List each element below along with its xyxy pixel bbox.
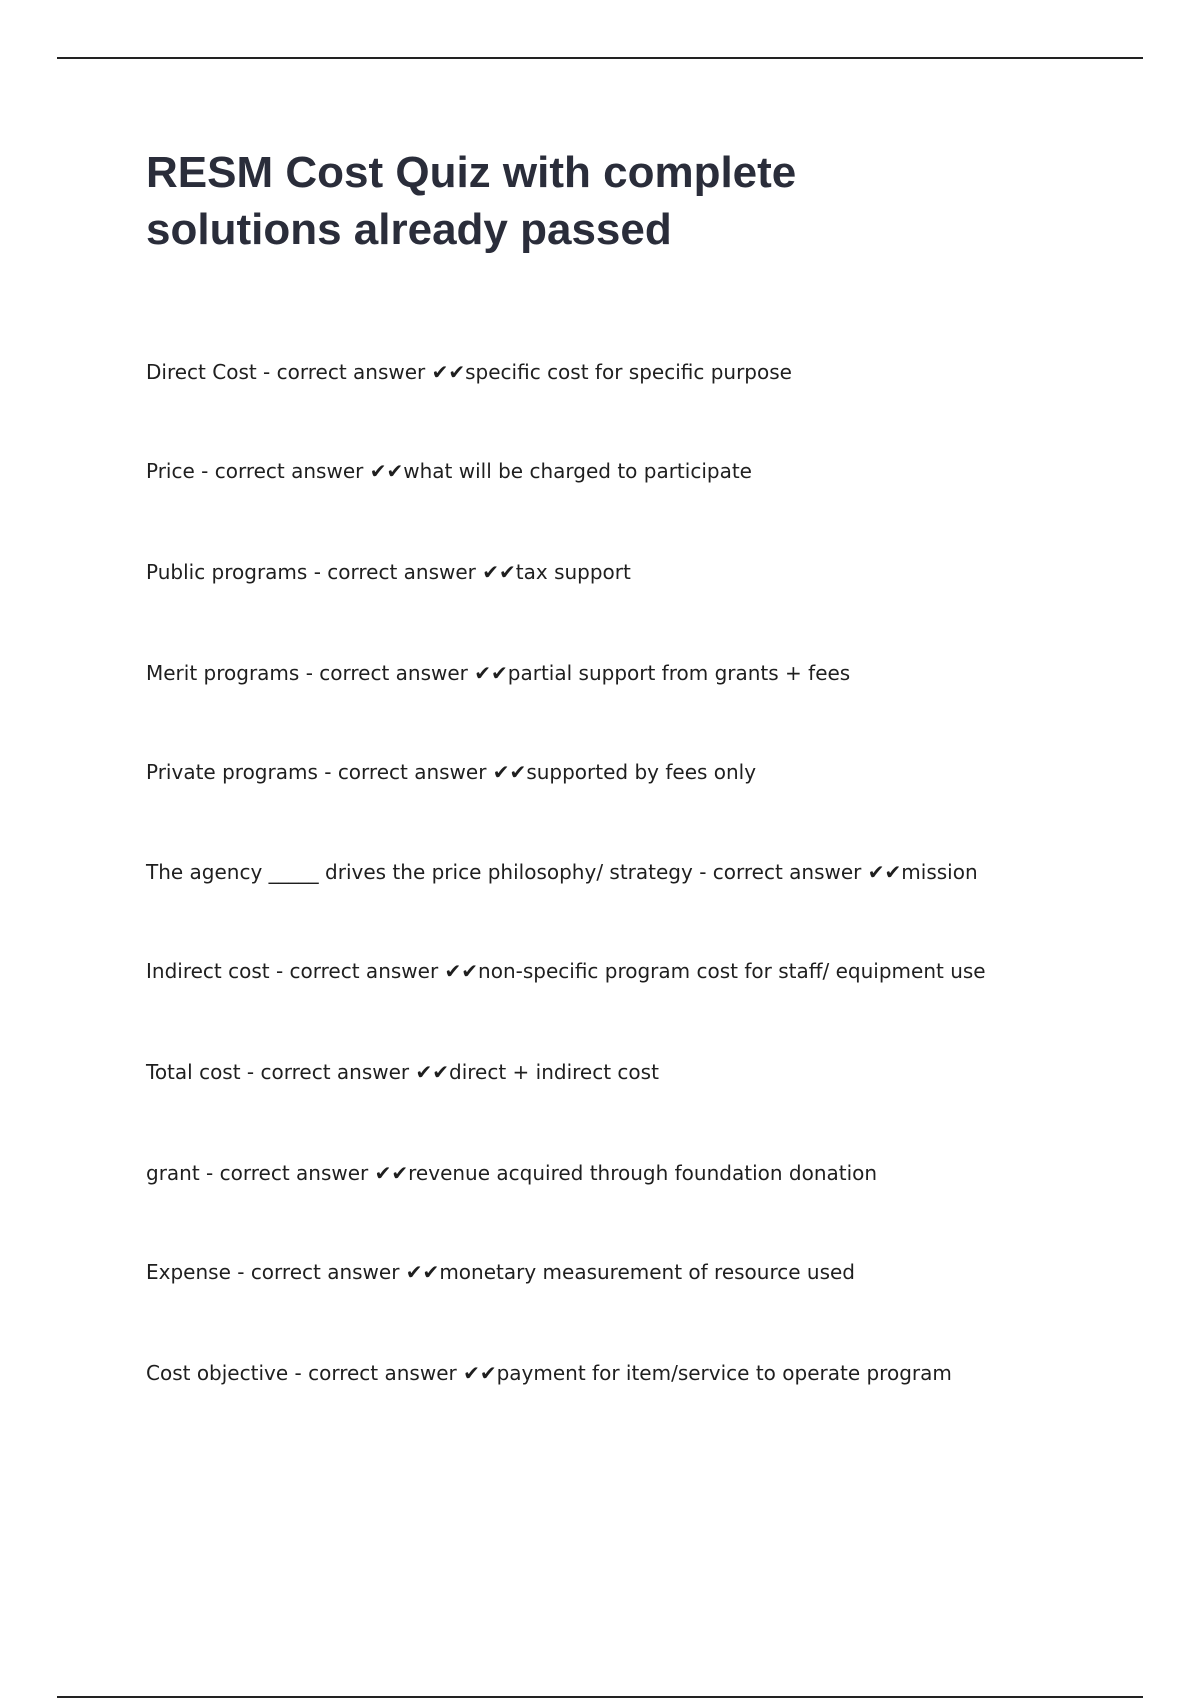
check-icon: ✔✔ xyxy=(474,661,508,685)
qa-term: Total cost xyxy=(146,1060,241,1084)
qa-term: The agency _____ drives the price philosophy/ strategy xyxy=(146,860,693,884)
qa-item xyxy=(146,1160,877,1186)
qa-term: Private programs xyxy=(146,760,318,784)
qa-separator: - xyxy=(317,760,338,784)
check-icon: ✔✔ xyxy=(463,1361,497,1385)
qa-term: Expense xyxy=(146,1260,231,1284)
qa-answer: specific cost for specific purpose xyxy=(465,360,792,384)
qa-answer-prefix: correct answer xyxy=(214,459,364,483)
qa-answer-prefix: correct answer xyxy=(337,760,487,784)
check-icon: ✔✔ xyxy=(444,959,479,983)
qa-answer: payment for item/service to operate program xyxy=(496,1361,952,1385)
check-icon: ✔✔ xyxy=(405,1260,440,1284)
qa-answer: what will be charged to participate xyxy=(403,459,752,483)
qa-item xyxy=(146,759,756,785)
qa-answer-prefix: correct answer xyxy=(308,1361,457,1385)
qa-separator: - xyxy=(299,661,320,685)
qa-term: Cost objective xyxy=(146,1361,289,1385)
qa-answer-prefix: correct answer xyxy=(327,560,476,584)
qa-answer-prefix: correct answer xyxy=(250,1260,400,1284)
qa-answer: partial support from grants + fees xyxy=(507,661,851,685)
qa-separator: - xyxy=(199,1161,220,1185)
check-icon: ✔✔ xyxy=(415,1060,449,1084)
check-icon: ✔✔ xyxy=(482,560,516,584)
qa-separator: - xyxy=(692,860,713,884)
qa-answer: monetary measurement of resource used xyxy=(439,1260,856,1284)
qa-separator: - xyxy=(256,360,277,384)
qa-term: Merit programs xyxy=(146,661,300,685)
qa-item xyxy=(146,660,850,686)
qa-answer: supported by fees only xyxy=(526,760,757,784)
check-icon: ✔✔ xyxy=(867,860,902,884)
qa-item xyxy=(146,559,631,585)
check-icon: ✔✔ xyxy=(492,760,527,784)
qa-separator: - xyxy=(194,459,215,483)
qa-answer: mission xyxy=(901,860,978,884)
qa-answer-prefix: correct answer xyxy=(219,1161,369,1185)
qa-item xyxy=(146,458,752,484)
qa-term: Direct Cost xyxy=(146,360,257,384)
qa-answer-prefix: correct answer xyxy=(319,661,468,685)
qa-separator: - xyxy=(288,1361,309,1385)
qa-term: Price xyxy=(146,459,195,483)
qa-separator: - xyxy=(269,959,290,983)
qa-item xyxy=(146,958,986,984)
qa-item xyxy=(146,1059,659,1085)
qa-answer: non-specific program cost for staff/ equipment use xyxy=(478,959,986,983)
qa-answer-prefix: correct answer xyxy=(712,860,862,884)
qa-answer: tax support xyxy=(515,560,631,584)
qa-item xyxy=(146,359,792,385)
check-icon: ✔✔ xyxy=(374,1161,409,1185)
qa-term: Public programs xyxy=(146,560,308,584)
qa-term: Indirect cost xyxy=(146,959,270,983)
qa-answer-prefix: correct answer xyxy=(289,959,439,983)
qa-separator: - xyxy=(230,1260,251,1284)
qa-term: grant xyxy=(146,1161,200,1185)
qa-item xyxy=(146,1259,855,1285)
check-icon: ✔✔ xyxy=(369,459,404,483)
qa-separator: - xyxy=(307,560,328,584)
qa-answer: direct + indirect cost xyxy=(449,1060,659,1084)
qa-answer-prefix: correct answer xyxy=(276,360,426,384)
page-title: RESM Cost Quiz with complete solutions already passed xyxy=(146,148,797,254)
bottom-rule xyxy=(57,1696,1143,1698)
qa-answer-prefix: correct answer xyxy=(260,1060,410,1084)
top-rule xyxy=(57,57,1143,59)
qa-separator: - xyxy=(240,1060,261,1084)
check-icon: ✔✔ xyxy=(431,360,466,384)
qa-item xyxy=(146,1360,952,1386)
qa-item xyxy=(146,859,978,885)
qa-answer: revenue acquired through foundation donation xyxy=(408,1161,878,1185)
